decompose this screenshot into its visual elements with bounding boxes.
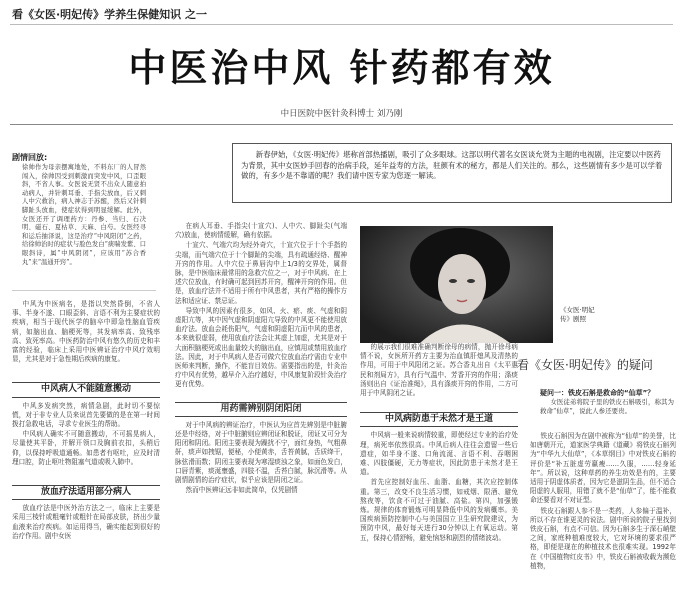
doubt-question-label: 疑问一：铁皮石斛是救命的“仙草”？ (540, 389, 655, 397)
photo-caption: 《女医·明妃传》剧照 (560, 306, 595, 323)
col3-paragraph-3: 首先应控制好血压、血脂、血糖，其次应控制体重。第三，改变不良生活习惯，如戒烟、限酒、避免熬夜等，饮食不可过于油腻、高盐。第四，加强锻炼。规律的体育锻炼可明显降低中风的发病概率。美国疾病预防控制中心与美国国立卫生研究院建议，为预防中风，最好每天进行30分钟以上有氧运动。第五，保持心情舒畅，避免恼怒和剧烈的情绪波动。 (360, 478, 518, 542)
doubt-question-paragraph: 女医徒弟将院子里的铁皮石斛吸引，称其为救命“仙草”，说此人参还要贵。 (540, 398, 674, 415)
recap-title: 剧情回放: (12, 153, 48, 162)
doubt-answer-paragraph-1: 铁皮石斛因为在剧中被称为“仙草”的美誉，比如唐朝开元，道家医学典籍《道藏》将铁皮石斛列为“中华九大仙草”，《本草纲目》中对铁皮石斛的评价是“补五脏虚劳羸瘦……久服，……轻身延年”。所以说，这种草药的养生功效是有的，主要适用于阴虚体质者，因为它是滋阴生品，但不适合阳虚的人服用，用错了就不是“仙草”了，能不能救命还要看对不对证型。 (530, 432, 676, 505)
article-column-3 (360, 343, 518, 591)
doubt-answer-paragraph-2: 铁皮石斛跟人参不是一类药，人参偏于温补，所以不存在谁更灵的说法。剧中所说的院子里找到铁皮石斛，有点不可信。因为石斛多生于深石峭壁之间，家庭种植难度较大，它对环境的要求很严格，即便是现在的种植技术也很难实现。1992年在《中国植物红皮书》中，铁皮石斛被收载为濒危植物， (530, 506, 676, 570)
article-column-2 (175, 222, 347, 592)
intro-box (232, 143, 672, 203)
col2-paragraph-1: 在病人耳垂、手指尖(十宣穴)、人中穴、脚趾尖(气端穴)放血，使病情缓解，确有依据。 (175, 222, 347, 240)
col3-paragraph-2: 中风病一般来说病情较重，即使经过专业的治疗处理，病死率依然很高。中风后病人往往会遗留一些后遗症，如半身不遂、口角流涎、言语不利、吞咽困难、四肢僵硬，无力等症状，因此防患于未然才是王道。 (360, 431, 518, 477)
top-divider (10, 24, 673, 25)
col1-intro-paragraph: 中风为中医病名，是指以突然昏倒，不省人事、半身不遂、口眼歪斜、言语不利为主要症状的疾病，相当于现代医学的脑卒中即急性脑血管疾病，如脑出血、脑梗死等，其发病率高、致残率高、致死率高。中医药防治中风有悠久的历史和丰富的经验，临床上采用中医辨证治疗中风疗效明显，尤其是对于急性期后疾病的康复。 (12, 300, 160, 364)
col3-paragraph-1: 的展示我们很难准确判断徐母的病情，抛开徐母病情不说，女医所开药方主要为治血镇肝熄风及清热的作用，可用于中风阳闭之证。苏合香丸出自《太平惠民和剂局方》，具有行气温中、芳香开窍的作用；涤痰汤则出自《证治准绳》，具有涤痰开窍的作用，二方可用于中风阴闭之证。 (360, 343, 518, 398)
doubt-answer-column (530, 432, 676, 592)
col2-paragraph-4: 对于中风病的辨证治疗，中医认为应首先辨别是中脏腑还是中经络，对于中脏腑则应辨闭证和脱证，闭证又可分为阳闭和阴闭。阳闭主要表现为躁扰不宁，面红身热，气粗鼻鼾，痰声如拽锯，便秘，小便黄赤，舌苔黄腻，舌质绛干，脉弦滑而数；阴闭主要表现为寒湿痰浊之象，如面色发白，口唇青紫，痰涎壅盛，四肢不温，舌苔白腻，脉沉滑等。从剧情剧情的治疗症状，似乎应该是阴闭之证。 (175, 420, 347, 485)
byline: 中日医院中医针灸科博士 刘乃刚 (280, 109, 403, 119)
article-column-1 (12, 300, 160, 590)
subheading-yin-yang: 用药需辨别阴闭阳闭 (175, 402, 347, 417)
doubt-question-text (540, 398, 674, 424)
intro-text: 新春伊始，《女医·明妃传》堪称首部热播剧，吸引了众多眼球。这部以明代著名女医谈允贤为主题的电视剧，注定要以中医药为背景，其中女医妙手回春的治病手段，延年益寿的方法，驻颜有术的秘方，都是人们关注的。那么，这些剧情有多少是可以学着做的，有多少是不靠谱的呢？我们请中医专家为您逐一解读。 (241, 150, 663, 180)
col2-paragraph-2: 十宣穴、气端穴均为经外奇穴，十宣穴位于十个手指的尖端，而气端穴位于十个脚趾的尖端，具有疏通经络、醒神开窍的作用。人中穴位于鼻唇沟中上1/3的交界处，属督脉，是中医临床最常用的急救穴位之一，对于中风病、在上述穴位放血，有时确可起到回苏开窍，醒神开窍的作用。但是，放血疗法并不适用于所有中风患者，其有严格的操作方法和适应证、禁忌证。 (175, 241, 347, 305)
doubt-section-title: 看《女医·明妃传》的疑问 (517, 358, 653, 372)
recap-body: 徐帅作为母亲摆寓地处，不料东厂的人冒然闯入，徐帅因受到刺激而突发中风，口歪眼斜，不省人事。女医说无贤不出众人随意拍动病人，并针刺耳垂、手指尖放血，后又刺人中穴救治，病人神志于苏醒，然后又针刺脚趾头放血，使症状得到明显缓解。此外，女医还开了调理药方：丹参、当归、石决明、磁石、夏枯草、天麻、白芍。女医经寻和运后抽泽说，这是治疗“中风阳闭”之药，给徐帅治时的症状与脸色发白“痰喘发紫、口眼斜诗，属“中风阴闭”，应该用“苏合香丸”来“温通开窍”。 (22, 164, 146, 266)
subheading-no-moving: 中风病人不能随意搬动 (12, 382, 160, 397)
col1-paragraph-3: 中风病人确实不可随意搬动，不可摇晃病人，尽量使其平卧，并解开领口及胸前衣扣，头稍后仰，以保持呼吸道通畅。如患者有呕吐，应及时清理口腔，防止呕吐物阻塞气道或吸入肺中。 (12, 430, 160, 466)
photo-illustration (360, 226, 553, 343)
col2-paragraph-5: 然而中医辨证远非如此简单，仅凭剧情 (185, 486, 298, 495)
col1-paragraph-4: 放血疗法是中医外治方法之一，临床上主要是采用三棱针或粗毫针或粗针在局部皮肤，挤出少量血液来治疗疾病。如运用得当，确实能起到很好的治疗作用。剧中女医 (12, 504, 160, 540)
col1-paragraph-2: 中风多发病突然，病情急剧，此时切不要惊慌，对于非专业人员来说首先要做的是在第一时间拨打急救电话，寻求专业医生的帮助。 (12, 401, 160, 429)
header-divider (10, 124, 673, 125)
drama-still-photo (360, 226, 553, 343)
subheading-prevention: 中风病防患于未然才是王道 (360, 412, 518, 427)
series-title: 看《女医·明妃传》学养生保健知识 之一 (12, 8, 208, 21)
subheading-bloodletting: 放血疗法适用部分病人 (12, 485, 160, 500)
recap-divider (12, 290, 156, 291)
page-headline: 中医治中风 针药都有效 (128, 46, 555, 90)
col2-paragraph-3: 导致中风的因素有很多，如风、火、瘀、痰、气虚和阴虚阳亢等，其中因气虚和阴虚阳亢导致的中风更不能使用放血疗法。放血会耗伤阳气，气虚和阴虚阳亢而中风的患者，本来就很虚弱，使用放血疗法会让其虚上加虚，尤其是对于大面积脑梗死或出血量较大的脑出血，应慎用或禁用放血疗法。因此，对于中风病人是否可做穴位放血治疗需由专业中医师来判断，操作，不能盲目效仿。需要指出的是，针灸治疗中风有优势，越早介入治疗越好，中风康复阶段针灸治疗更有优势。 (175, 306, 347, 389)
